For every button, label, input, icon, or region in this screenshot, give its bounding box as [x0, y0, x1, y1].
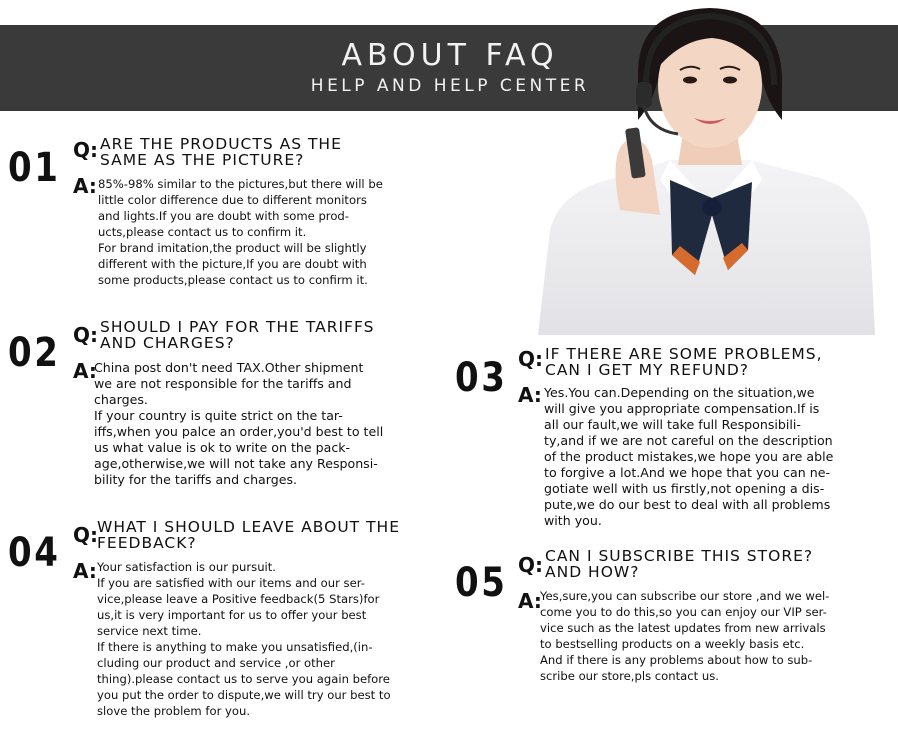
faq-answer-01: 85%-98% similar to the pictures,but there will be little color difference due to different monitors and lights.If you are doubt with some prod- ucts,please contact us to confirm it. For brand imitation,the product will be slightly different with the picture,If you are doubt with some products,please contact us to confirm it.	[98, 177, 383, 287]
faq-number-01: 01	[8, 145, 61, 191]
faq-question-04: WHAT I SHOULD LEAVE ABOUT THE FEEDBACK?	[97, 518, 400, 552]
faq-answer-05: Yes,sure,you can subscribe our store ,and we wel- come you to do this,so you can enjoy our VIP ser- vice such as the latest updates from new arrivals to bestselling products on a weekly basis etc. And if there is any problems about how to sub- scribe our store,pls contact us.	[540, 589, 830, 683]
answer-label: A:	[518, 589, 542, 613]
faq-number-04: 04	[8, 530, 61, 576]
answer-label: A:	[73, 359, 97, 383]
question-label: Q:	[73, 323, 98, 347]
faq-answer-03: Yes.You can.Depending on the situation,we will give you appropriate compensation.If is all our fault,we will take full Responsibili- ty,and if we are not careful on the description of the product mistakes,we hope you are able to forgive a lot.And we hope that you can ne- gotiate well with us firstly,not opening a dis- pute,we do our best to deal with all problems with you.	[544, 385, 834, 528]
faq-number-03: 03	[455, 355, 508, 401]
faq-question-02: SHOULD I PAY FOR THE TARIFFS AND CHARGES?	[100, 318, 375, 352]
faq-number-02: 02	[8, 330, 61, 376]
faq-answer-02: China post don't need TAX.Other shipment we are not responsible for the tariffs and charges. If your country is quite strict on the tar- iffs,when you palce an order,you'd best to tell us what value is ok to write on the pack- age,otherwise,we will not take any Responsi- bility for the tariffs and charges.	[94, 360, 384, 487]
question-label: Q:	[73, 523, 98, 547]
faq-question-05: CAN I SUBSCRIBE THIS STORE? AND HOW?	[545, 547, 814, 581]
customer-service-photo	[520, 0, 898, 335]
page-subtitle: HELP AND HELP CENTER	[310, 76, 590, 96]
faq-question-03: IF THERE ARE SOME PROBLEMS, CAN I GET MY REFUND?	[545, 345, 823, 379]
faq-number-05: 05	[455, 560, 508, 606]
question-label: Q:	[518, 347, 543, 371]
faq-answer-04: Your satisfaction is our pursuit. If you are satisfied with our items and our ser- vice,please leave a Positive feedback(5 Stars)for us,it is very important for us to offer your best service next time. If there is anything to make you unsatisfied,(in- cluding our product and service ,or other thing).please contact us to serve you again before you put the order to dispute,we will try our best to slove the problem for you.	[97, 560, 391, 718]
question-label: Q:	[518, 553, 543, 577]
answer-label: A:	[73, 174, 97, 198]
question-label: Q:	[73, 138, 98, 162]
faq-question-01: ARE THE PRODUCTS AS THE SAME AS THE PICTURE?	[100, 135, 342, 169]
page-title: ABOUT FAQ	[341, 38, 559, 73]
answer-label: A:	[518, 383, 542, 407]
answer-label: A:	[73, 559, 97, 583]
